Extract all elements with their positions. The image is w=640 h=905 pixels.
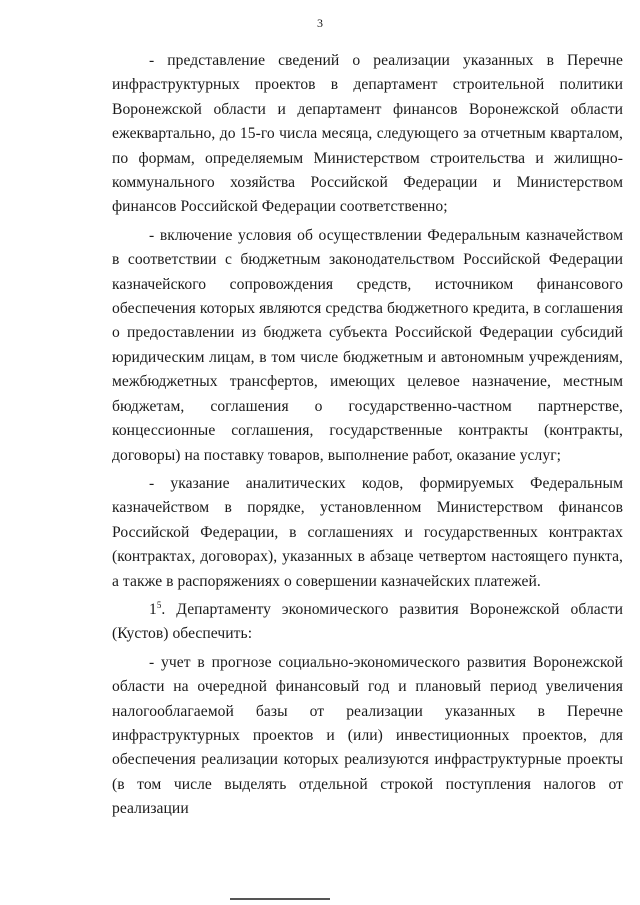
document-body [112,49,623,826]
paragraph-text: . Департаменту экономического развития Воронежской области (Кустов) обеспечить: [112,600,623,643]
paragraph-text: - указание аналитических кодов, формируемых Федеральным казначейством в порядке, установленном Министерством финансов Российской Федерации, в соглашениях и государственных контрактах (контрактах, договорах), указанных в абзаце четвертом настоящего пункта, а также в распоряжениях о совершении казначейских платежей. [112,474,623,590]
paragraph-analytic-codes [112,472,623,594]
page-bottom-rule [230,898,330,900]
paragraph-text: - включение условия об осуществлении Федеральным казначейством в соответствии с бюджетным законодательством Российской Федерации казначейского сопровождения средств, источником финансового обеспечения которых являются средства бюджетного кредита, в соглашения о предоставлении из бюджета субъекта Российской Федерации субсидий юридическим лицам, в том числе бюджетным и автономным учреждениям, межбюджетных трансфертов, имеющих целевое назначение, местным бюджетам, соглашения о государственно-частном партнерстве, концессионные соглашения, государственные контракты (контракты, договоры) на поставку товаров, выполнение работ, оказание услуг; [112,226,623,464]
paragraph-forecast [112,651,623,822]
clause-number: 1 [149,600,157,618]
paragraph-text: - представление сведений о реализации указанных в Перечне инфраструктурных проектов в департамент строительной политики Воронежской области и департамент финансов Воронежской области ежеквартально, до 15-го числа месяца, следующего за отчетным кварталом, по формам, определяемым Министерством строительства и жилищно-коммунального хозяйства Российской Федерации и Министерством финансов Российской Федерации соответственно; [112,52,623,216]
page-number: 3 [317,16,323,30]
paragraph-clause-1-5 [112,598,623,647]
paragraph-reporting [112,49,623,220]
paragraph-treasury-support [112,224,623,468]
paragraph-text: - учет в прогнозе социально-экономического развития Воронежской области на очередной финансовый год и плановый период увеличения налогооблагаемой базы от реализации указанных в Перечне инфраструктурных проектов и (или) инвестиционных проектов, для обеспечения реализации которых реализуются инфраструктурные проекты (в том числе выделять отдельной строкой поступления налогов от реализации [112,653,623,818]
clause-superscript: 5 [156,599,162,610]
